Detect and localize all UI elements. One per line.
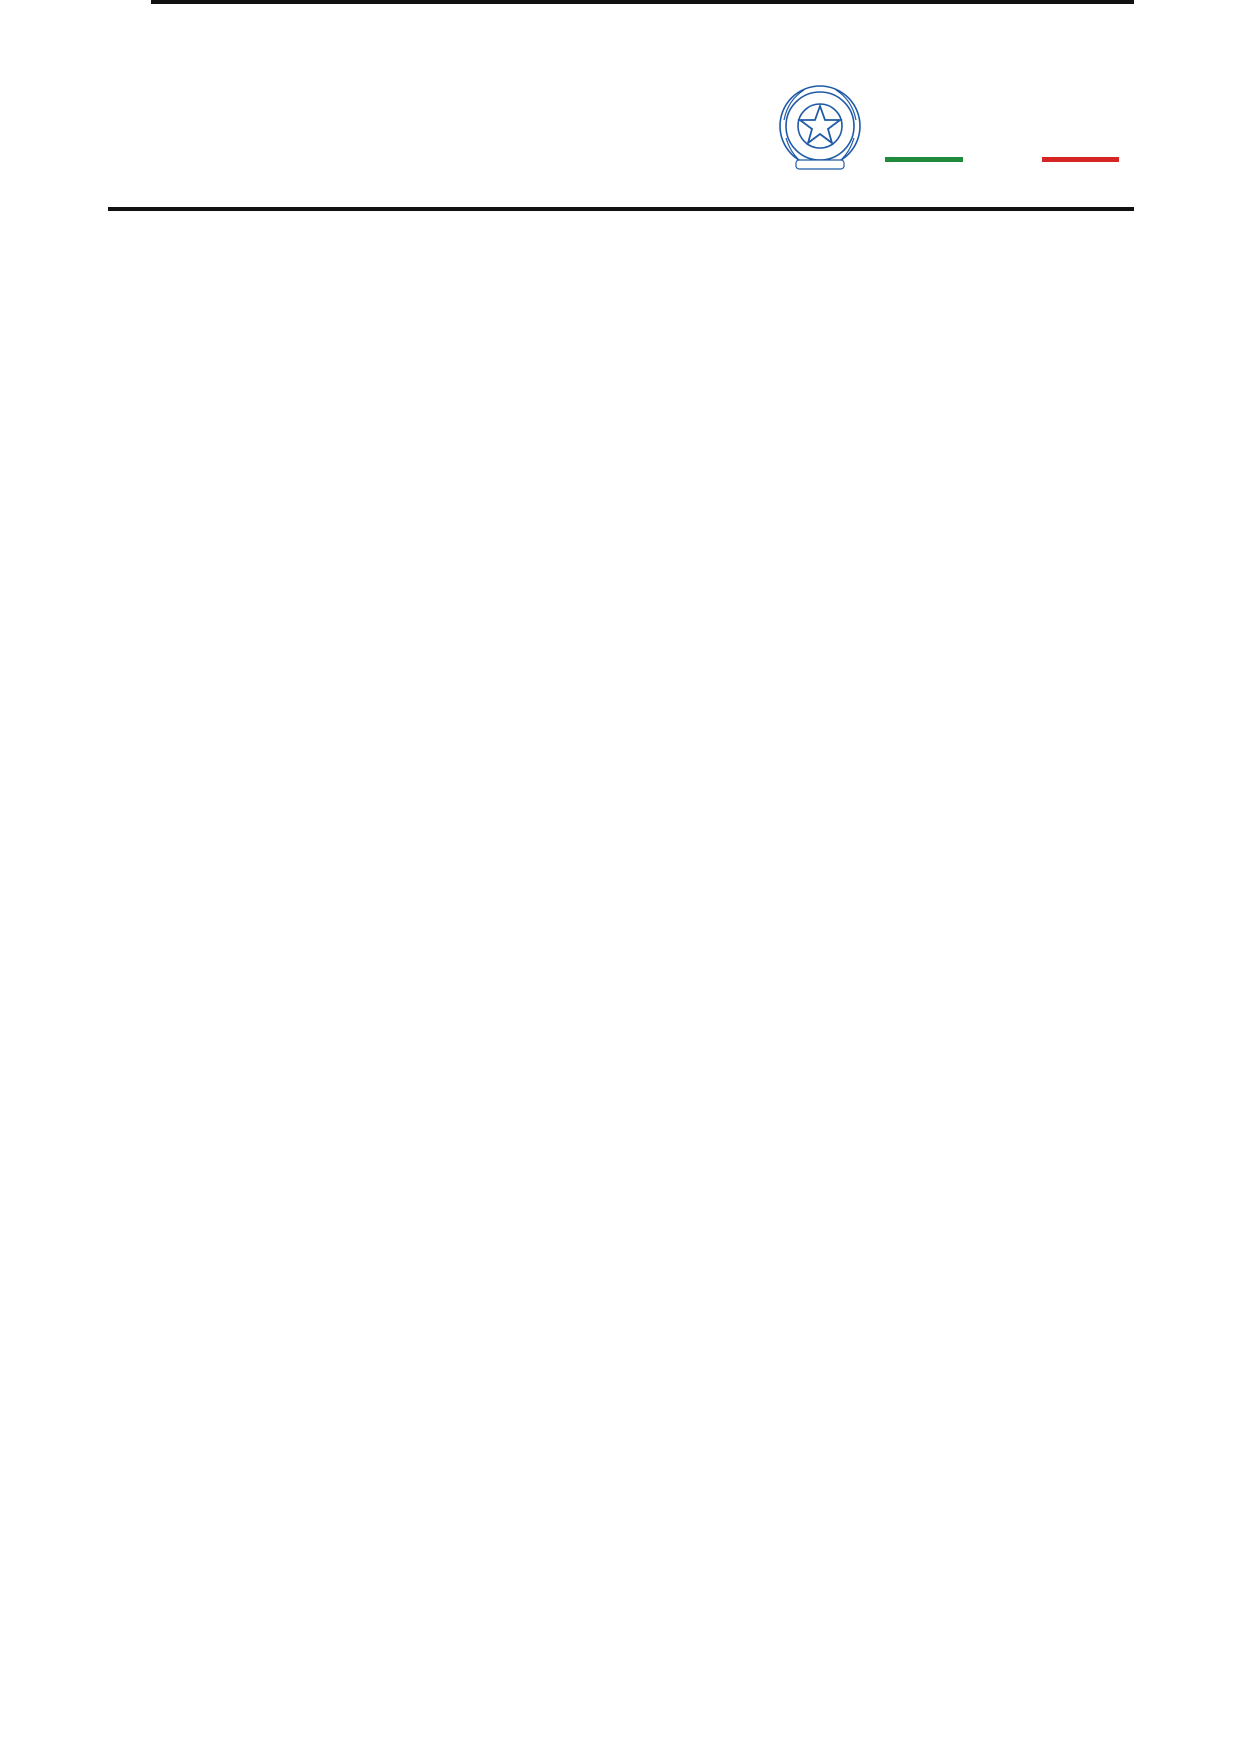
flag-red-bar [1042,157,1119,162]
table-bottom-border [151,0,1134,4]
italian-republic-emblem-icon [774,80,866,176]
flag-green-bar [885,157,963,162]
table-top-border [108,207,1134,211]
